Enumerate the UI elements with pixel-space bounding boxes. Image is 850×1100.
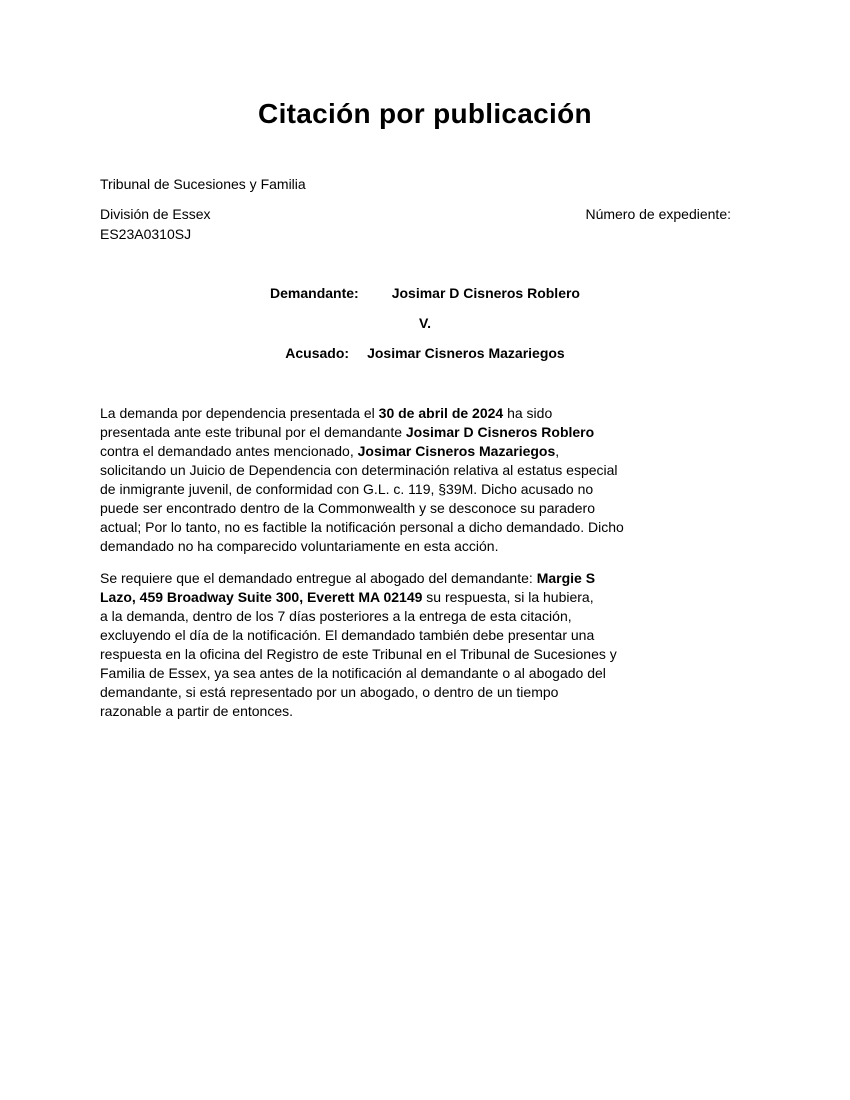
text-segment: demandado no ha comparecido voluntariamente en esta acción. <box>100 538 499 554</box>
division-row <box>100 205 750 224</box>
paragraph <box>100 569 750 721</box>
text-segment: Se requiere que el demandado entregue al abogado del demandante: <box>100 570 537 586</box>
text-segment: razonable a partir de entonces. <box>100 703 294 719</box>
text-segment: La demanda por dependencia presentada el <box>100 405 379 421</box>
docket-number-label: Número de expediente: <box>585 206 731 222</box>
text-segment: excluyendo el día de la notificación. El demandado también debe presentar una <box>100 627 595 643</box>
defendant-line <box>100 344 750 363</box>
paragraph <box>100 404 750 556</box>
text-segment: Josimar D Cisneros Roblero <box>405 424 595 440</box>
text-segment: Familia de Essex, ya sea antes de la notificación al demandante o al abogado del <box>100 665 606 681</box>
text-segment: solicitando un Juicio de Dependencia con determinación relativa al estatus especial <box>100 462 618 478</box>
text-segment: a la demanda, dentro de los 7 días posteriores a la entrega de esta citación, <box>100 608 572 624</box>
document-title: Citación por publicación <box>258 98 592 129</box>
parties-block <box>100 284 750 363</box>
versus-label: V. <box>419 315 431 331</box>
court-name: Tribunal de Sucesiones y Familia <box>100 176 306 192</box>
text-segment: respuesta en la oficina del Registro de este Tribunal en el Tribunal de Sucesiones y <box>100 646 617 662</box>
text-segment: demandante, si está representado por un abogado, o dentro de un tiempo <box>100 684 559 700</box>
plaintiff-label: Demandante: <box>270 285 359 301</box>
text-segment: su respuesta, si la hubiera, <box>422 589 594 605</box>
text-segment: Margie S <box>536 570 596 586</box>
text-segment: presentada ante este tribunal por el demandante <box>100 424 406 440</box>
text-segment: ha sido <box>503 405 553 421</box>
text-segment: actual; Por lo tanto, no es factible la notificación personal a dicho demandado. Dicho <box>100 519 624 535</box>
defendant-label: Acusado: <box>285 345 350 361</box>
text-segment: Lazo, 459 Broadway Suite 300, Everett MA 02149 <box>100 589 423 605</box>
versus-line <box>100 314 750 333</box>
text-segment: puede ser encontrado dentro de la Commonwealth y se desconoce su paradero <box>100 500 595 516</box>
defendant-name: Josimar Cisneros Mazariegos <box>367 345 565 361</box>
text-segment: Josimar Cisneros Mazariegos <box>357 443 556 459</box>
text-segment: de inmigrante juvenil, de conformidad con G.L. c. 119, §39M. Dicho acusado no <box>100 481 594 497</box>
document-body <box>100 404 750 721</box>
text-segment: , <box>555 443 560 459</box>
plaintiff-line <box>100 284 750 303</box>
text-segment: 30 de abril de 2024 <box>378 405 504 421</box>
plaintiff-name: Josimar D Cisneros Roblero <box>391 285 580 301</box>
docket-number: ES23A0310SJ <box>100 226 192 242</box>
division-name: División de Essex <box>100 206 211 222</box>
text-segment: contra el demandado antes mencionado, <box>100 443 358 459</box>
